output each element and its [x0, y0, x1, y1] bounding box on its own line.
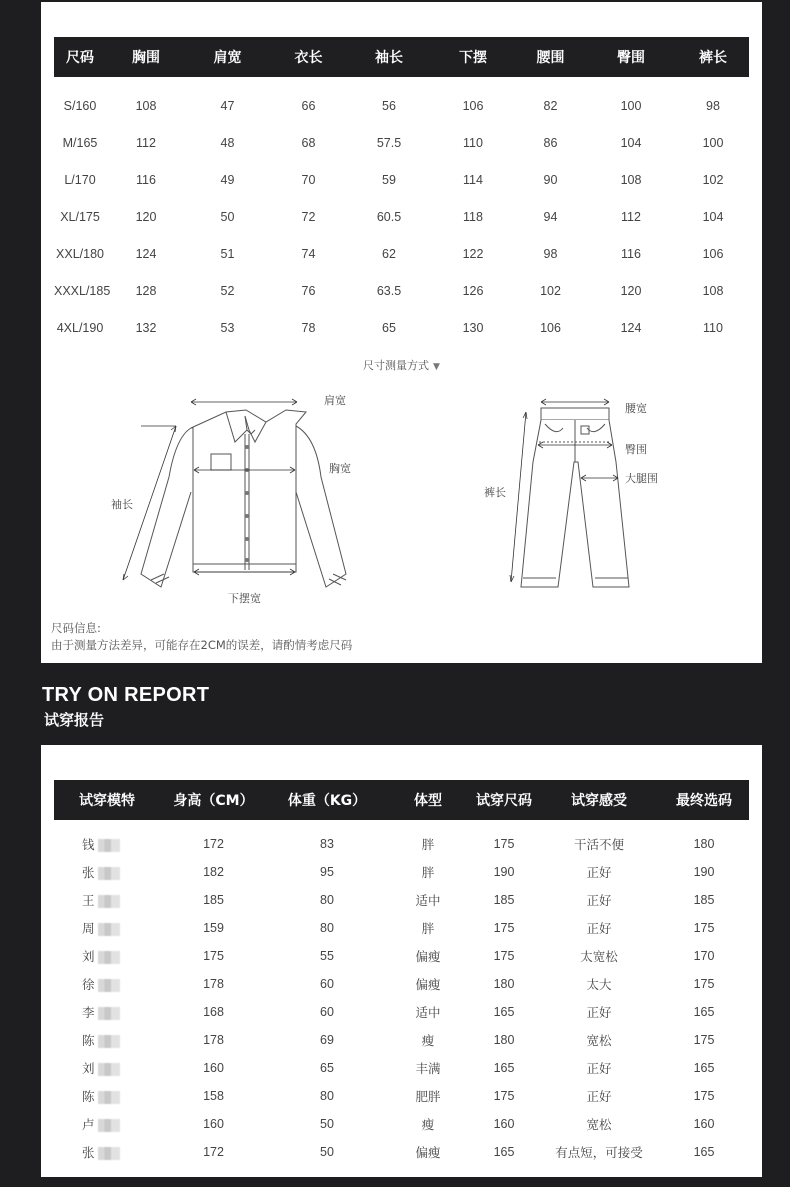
table-cell: 正好 [586, 1006, 612, 1020]
table-cell: 56 [382, 98, 396, 113]
triangle-down-icon: ▼ [433, 362, 440, 372]
tryon-row [54, 1054, 749, 1082]
table-cell: 60 [320, 1005, 334, 1019]
size-table [54, 37, 749, 346]
size-row [54, 77, 749, 124]
column-header: 下摆 [459, 50, 487, 66]
model-name-cell [54, 858, 160, 886]
table-cell: S/160 [63, 98, 97, 113]
model-surname: 张 [82, 866, 95, 880]
table-cell: 82 [543, 98, 558, 113]
measurement-diagram [41, 382, 762, 612]
tryon-row [54, 914, 749, 942]
model-name-cell [54, 1138, 160, 1166]
table-cell: 69 [320, 1033, 334, 1047]
table-cell: 108 [135, 98, 157, 113]
shirt-illustration [141, 410, 346, 587]
size-chart-panel [41, 2, 762, 663]
table-cell: 90 [543, 172, 558, 187]
column-header: 腰围 [536, 50, 565, 66]
model-surname: 徐 [82, 978, 95, 992]
table-cell: 172 [203, 837, 224, 851]
table-cell: 65 [320, 1061, 334, 1075]
table-cell: 118 [463, 209, 483, 224]
table-cell: 175 [693, 977, 715, 991]
table-cell: 60.5 [376, 209, 402, 224]
model-surname: 张 [82, 1146, 95, 1160]
table-cell: 100 [702, 135, 724, 150]
table-cell: 110 [703, 320, 723, 335]
table-cell: 175 [493, 1089, 515, 1103]
model-surname: 李 [82, 1006, 95, 1020]
table-cell: 丰满 [415, 1062, 441, 1076]
table-cell: 185 [693, 893, 715, 907]
table-cell: 胖 [421, 838, 435, 852]
report-title-cn: 试穿报告 [44, 711, 105, 729]
model-surname: 钱 [82, 838, 95, 852]
table-cell: 瘦 [421, 1034, 435, 1048]
table-cell: 80 [320, 893, 334, 907]
table-cell: 适中 [415, 1006, 441, 1020]
model-name-cell [54, 1110, 160, 1138]
blurred-name-icon [98, 867, 120, 880]
blurred-name-icon [98, 951, 120, 964]
table-cell: 116 [136, 172, 156, 187]
column-header: 衣长 [294, 50, 323, 66]
table-cell: 65 [382, 320, 396, 335]
table-cell: 185 [493, 893, 515, 907]
column-header: 臀围 [617, 50, 645, 66]
column-header: 袖长 [375, 50, 403, 66]
label-hem: 下摆宽 [228, 592, 261, 605]
column-header: 最终选码 [676, 793, 732, 809]
table-cell: 124 [620, 320, 642, 335]
tryon-row [54, 970, 749, 998]
table-cell: 有点短，可接受 [555, 1146, 643, 1160]
table-cell: M/165 [62, 135, 98, 150]
table-cell: 112 [621, 209, 641, 224]
table-cell: 80 [320, 1089, 334, 1103]
tryon-row [54, 1110, 749, 1138]
table-cell: 190 [493, 865, 515, 879]
table-cell: 122 [462, 246, 484, 261]
table-cell: 48 [220, 135, 235, 150]
table-cell: 175 [693, 921, 715, 935]
table-cell: 正好 [586, 1090, 612, 1104]
column-header: 身高（CM） [173, 793, 254, 809]
label-waist: 腰宽 [625, 402, 647, 415]
table-cell: 49 [220, 172, 235, 187]
table-cell: 124 [135, 246, 157, 261]
table-cell: 宽松 [586, 1034, 612, 1048]
blurred-name-icon [98, 1091, 120, 1104]
table-cell: 94 [543, 209, 558, 224]
column-header: 体型 [414, 793, 442, 809]
table-cell: 53 [220, 320, 235, 335]
table-cell: 86 [543, 135, 558, 150]
table-cell: 胖 [421, 922, 435, 936]
table-cell: 63.5 [376, 283, 402, 298]
table-cell: 106 [702, 246, 724, 261]
table-cell: 128 [135, 283, 157, 298]
label-hip: 臀围 [625, 443, 647, 456]
blurred-name-icon [98, 1035, 120, 1048]
model-name-cell [54, 942, 160, 970]
table-cell: 52 [220, 283, 235, 298]
table-cell: 瘦 [421, 1118, 435, 1132]
model-name-cell [54, 998, 160, 1026]
table-cell: 55 [320, 949, 334, 963]
table-cell: 106 [462, 98, 484, 113]
table-cell: 108 [702, 283, 724, 298]
blurred-name-icon [98, 1063, 120, 1076]
tryon-row [54, 820, 749, 858]
table-cell: 78 [301, 320, 316, 335]
table-cell: 180 [493, 1033, 515, 1047]
table-cell: 76 [301, 283, 316, 298]
report-title-en: TRY ON REPORT [42, 684, 210, 706]
table-cell: 肥胖 [415, 1090, 441, 1104]
size-table-header [54, 37, 749, 77]
table-cell: XXXL/185 [54, 283, 111, 298]
model-name-cell [54, 886, 160, 914]
table-cell: 112 [136, 135, 156, 150]
size-row [54, 124, 749, 161]
table-cell: 104 [702, 209, 724, 224]
table-cell: 120 [135, 209, 157, 224]
model-name-cell [54, 1054, 160, 1082]
table-cell: 胖 [421, 866, 435, 880]
table-cell: 190 [693, 865, 715, 879]
model-surname: 王 [82, 894, 95, 908]
blurred-name-icon [98, 895, 120, 908]
table-cell: 120 [620, 283, 642, 298]
tryon-row [54, 858, 749, 886]
size-row [54, 272, 749, 309]
table-cell: 太宽松 [580, 950, 618, 964]
table-cell: 102 [540, 283, 561, 298]
table-cell: 50 [320, 1145, 334, 1159]
table-cell: 160 [203, 1061, 224, 1075]
table-cell: 51 [220, 246, 235, 261]
model-name-cell [54, 914, 160, 942]
model-name-cell [54, 820, 160, 858]
size-row [54, 309, 749, 346]
model-surname: 陈 [82, 1090, 95, 1104]
measurement-title [41, 357, 762, 373]
column-header: 肩宽 [213, 50, 242, 66]
size-row [54, 198, 749, 235]
column-header: 试穿尺码 [476, 793, 532, 809]
table-cell: 180 [693, 837, 715, 851]
label-thigh: 大腿围 [625, 472, 658, 485]
table-cell: 74 [301, 246, 316, 261]
table-cell: 110 [463, 135, 483, 150]
table-cell: 182 [203, 865, 224, 879]
table-cell: 165 [693, 1145, 715, 1159]
tryon-row [54, 886, 749, 914]
blurred-name-icon [98, 979, 120, 992]
table-cell: 62 [382, 246, 396, 261]
model-surname: 刘 [82, 950, 95, 964]
table-cell: 98 [543, 246, 558, 261]
table-cell: 干活不便 [573, 838, 624, 852]
size-row [54, 235, 749, 272]
model-surname: 陈 [82, 1034, 95, 1048]
column-header: 裤长 [699, 50, 727, 66]
table-cell: 165 [493, 1145, 515, 1159]
column-header: 胸围 [132, 50, 160, 66]
blurred-name-icon [98, 1007, 120, 1020]
blurred-name-icon [98, 1119, 120, 1132]
table-cell: 175 [493, 837, 515, 851]
column-header: 尺码 [66, 50, 94, 66]
table-cell: 168 [203, 1005, 224, 1019]
table-cell: 50 [220, 209, 235, 224]
size-note-title: 尺码信息: [51, 621, 101, 635]
table-cell: L/170 [64, 172, 96, 187]
table-cell: 100 [620, 98, 642, 113]
table-cell: 偏瘦 [415, 978, 441, 992]
tryon-table [54, 780, 749, 1166]
table-cell: 175 [693, 1089, 715, 1103]
table-cell: 175 [493, 921, 515, 935]
model-surname: 刘 [82, 1062, 95, 1076]
table-cell: 59 [382, 172, 396, 187]
table-cell: 108 [620, 172, 642, 187]
table-cell: 160 [493, 1117, 515, 1131]
table-cell: 180 [493, 977, 515, 991]
table-cell: 175 [203, 949, 224, 963]
table-cell: 正好 [586, 922, 612, 936]
table-cell: 185 [203, 893, 224, 907]
tryon-row [54, 1026, 749, 1054]
table-cell: 132 [135, 320, 157, 335]
table-cell: 正好 [586, 894, 612, 908]
blurred-name-icon [98, 923, 120, 936]
column-header: 试穿模特 [79, 793, 135, 809]
model-surname: 卢 [82, 1118, 95, 1132]
pants-illustration [521, 408, 629, 587]
label-pants-length: 裤长 [484, 486, 506, 499]
column-header: 试穿感受 [571, 793, 627, 809]
model-name-cell [54, 1082, 160, 1110]
blurred-name-icon [98, 839, 120, 852]
table-cell: 106 [540, 320, 561, 335]
table-cell: 80 [320, 921, 334, 935]
model-surname: 周 [82, 922, 95, 936]
table-cell: 47 [220, 98, 235, 113]
table-cell: 83 [320, 837, 334, 851]
size-row [54, 161, 749, 198]
table-cell: 偏瘦 [415, 1146, 441, 1160]
model-name-cell [54, 1026, 160, 1054]
tryon-row [54, 942, 749, 970]
table-cell: 102 [702, 172, 724, 187]
table-cell: 165 [693, 1005, 715, 1019]
size-note-text: 由于测量方法差异，可能存在2CM的误差，请酌情考虑尺码 [51, 638, 353, 652]
table-cell: 60 [320, 977, 334, 991]
model-name-cell [54, 970, 160, 998]
table-cell: XL/175 [60, 209, 100, 224]
table-cell: 偏瘦 [415, 950, 441, 964]
table-cell: 72 [301, 209, 316, 224]
table-cell: 175 [693, 1033, 715, 1047]
table-cell: 95 [320, 865, 334, 879]
tryon-report-panel [41, 745, 762, 1177]
table-cell: 57.5 [376, 135, 402, 150]
table-cell: 114 [463, 172, 483, 187]
table-cell: 50 [320, 1117, 334, 1131]
table-cell: 126 [462, 283, 484, 298]
tryon-row [54, 998, 749, 1026]
table-cell: 160 [693, 1117, 715, 1131]
table-cell: 116 [621, 246, 641, 261]
table-cell: 70 [301, 172, 316, 187]
table-cell: 160 [203, 1117, 224, 1131]
table-cell: 170 [693, 949, 715, 963]
blurred-name-icon [98, 1147, 120, 1160]
table-cell: 68 [301, 135, 316, 150]
table-cell: XXL/180 [56, 246, 104, 261]
table-cell: 太大 [586, 978, 612, 992]
table-cell: 4XL/190 [56, 320, 104, 335]
table-cell: 172 [203, 1145, 224, 1159]
table-cell: 适中 [415, 894, 441, 908]
table-cell: 130 [462, 320, 484, 335]
tryon-row [54, 1138, 749, 1166]
table-cell: 正好 [586, 1062, 612, 1076]
table-cell: 178 [203, 977, 224, 991]
label-chest: 胸宽 [329, 462, 351, 475]
table-cell: 165 [493, 1005, 515, 1019]
table-cell: 165 [693, 1061, 715, 1075]
table-cell: 104 [620, 135, 642, 150]
table-cell: 158 [203, 1089, 224, 1103]
table-cell: 159 [203, 921, 224, 935]
tryon-row [54, 1082, 749, 1110]
table-cell: 宽松 [586, 1118, 612, 1132]
column-header: 体重（KG） [287, 793, 367, 809]
tryon-table-header [54, 780, 749, 820]
table-cell: 正好 [586, 866, 612, 880]
label-shoulder: 肩宽 [324, 394, 346, 407]
measurement-title-text: 尺寸测量方式 [363, 359, 430, 372]
table-cell: 178 [203, 1033, 224, 1047]
label-sleeve: 袖长 [111, 498, 133, 511]
table-cell: 165 [493, 1061, 515, 1075]
table-cell: 66 [301, 98, 316, 113]
table-cell: 175 [493, 949, 515, 963]
table-cell: 98 [706, 98, 720, 113]
